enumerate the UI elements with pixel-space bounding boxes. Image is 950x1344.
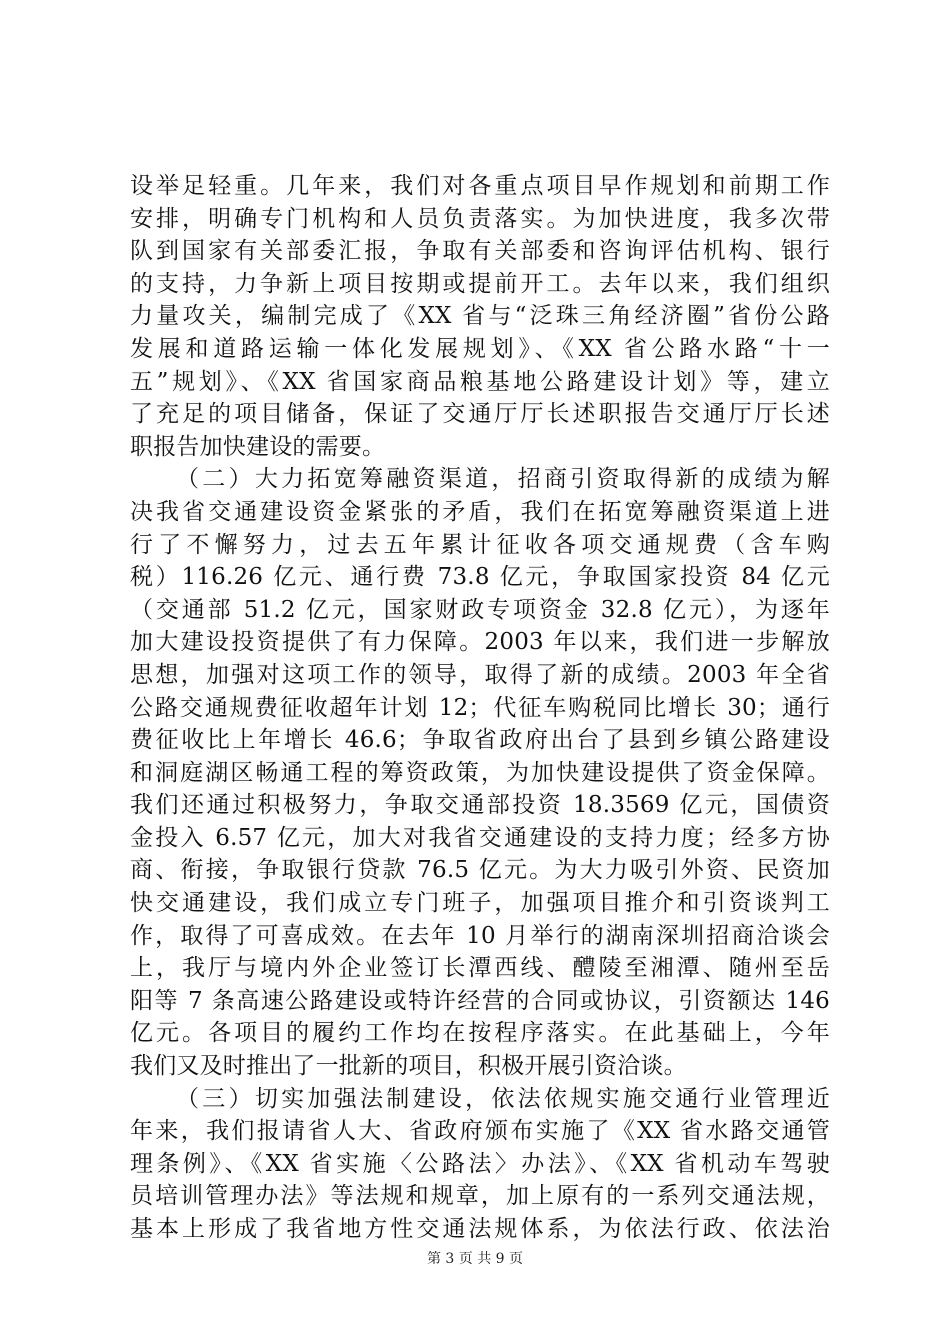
text-line: 行了不懈努力，过去五年累计征收各项交通规费（含车购 <box>130 531 830 558</box>
text-line: 队到国家有关部委汇报，争取有关部委和咨询评估机构、银行 <box>130 238 830 265</box>
text-line: 设举足轻重。几年来，我们对各重点项目早作规划和前期工作 <box>130 173 830 199</box>
text-line: 思想，加强对这项工作的领导，取得了新的成绩。2003 年全省 <box>130 661 830 688</box>
text-line: 亿元。各项目的履约工作均在按程序落实。在此基础上，今年 <box>130 1020 830 1047</box>
body-text <box>130 170 830 1246</box>
text-line: 费征收比上年增长 46.6；争取省政府出台了县到乡镇公路建设 <box>130 727 830 754</box>
text-line: 商、衔接，争取银行贷款 76.5 亿元。为大力吸引外资、民资加 <box>130 857 830 884</box>
text-line: 五”规划》、《XX 省国家商品粮基地公路建设计划》等，建立 <box>130 368 830 395</box>
text-line: 公路交通规费征收超年计划 12；代征车购税同比增长 30；通行 <box>130 694 830 721</box>
text-line: 安排，明确专门机构和人员负责落实。为加快进度，我多次带 <box>130 205 830 232</box>
text-line: 作，取得了可喜成效。在去年 10 月举行的湖南深圳招商洽谈会 <box>130 922 830 949</box>
paragraph-end-line: 我们又及时推出了一批新的项目，积极开展引资洽谈。 <box>130 1053 687 1080</box>
text-line: 发展和道路运输一体化发展规划》、《XX 省公路水路“十一 <box>130 335 830 362</box>
text-line: 和洞庭湖区畅通工程的筹资政策，为加快建设提供了资金保障。 <box>130 759 830 786</box>
paragraph-end-line: 职报告加快建设的需要。 <box>130 433 386 460</box>
text-line: 上，我厅与境内外企业签订长潭西线、醴陵至湘潭、随州至岳 <box>130 955 830 982</box>
text-line: 我们还通过积极努力，争取交通部投资 18.3569 亿元，国债资 <box>130 792 830 819</box>
page-number-footer: 第 3 页 共 9 页 <box>426 1251 524 1267</box>
text-line: 决我省交通建设资金紧张的矛盾，我们在拓宽筹融资渠道上进 <box>130 498 830 525</box>
text-line: 加大建设投资提供了有力保障。2003 年以来，我们进一步解放 <box>130 629 830 656</box>
text-line: 税）116.26 亿元、通行费 73.8 亿元，争取国家投资 84 亿元 <box>130 564 830 591</box>
text-line: 阳等 7 条高速公路建设或特许经营的合同或协议，引资额达 146 <box>130 987 830 1014</box>
text-line: 快交通建设，我们成立专门班子，加强项目推介和引资谈判工 <box>130 890 830 917</box>
text-line: 理条例》、《XX 省实施〈公路法〉办法》、《XX 省机动车驾驶 <box>130 1150 830 1177</box>
text-line: 了充足的项目储备，保证了交通厅厅长述职报告交通厅厅长述 <box>130 401 830 428</box>
text-line: 基本上形成了我省地方性交通法规体系，为依法行政、依法治 <box>130 1216 830 1242</box>
paragraph-heading-line: （三）切实加强法制建设，依法依规实施交通行业管理近 <box>176 1085 830 1112</box>
paragraph-heading-line: （二）大力拓宽筹融资渠道，招商引资取得新的成绩为解 <box>176 466 830 493</box>
text-line: （交通部 51.2 亿元，国家财政专项资金 32.8 亿元），为逐年 <box>130 596 830 623</box>
text-line: 力量攻关，编制完成了《XX 省与“泛珠三角经济圈”省份公路 <box>130 303 830 330</box>
text-line: 金投入 6.57 亿元，加大对我省交通建设的支持力度；经多方协 <box>130 824 830 851</box>
text-line: 年来，我们报请省人大、省政府颁布实施了《XX 省水路交通管 <box>130 1118 830 1145</box>
text-line: 员培训管理办法》等法规和规章，加上原有的一系列交通法规， <box>130 1183 830 1210</box>
text-line: 的支持，力争新上项目按期或提前开工。去年以来，我们组织 <box>130 270 830 297</box>
